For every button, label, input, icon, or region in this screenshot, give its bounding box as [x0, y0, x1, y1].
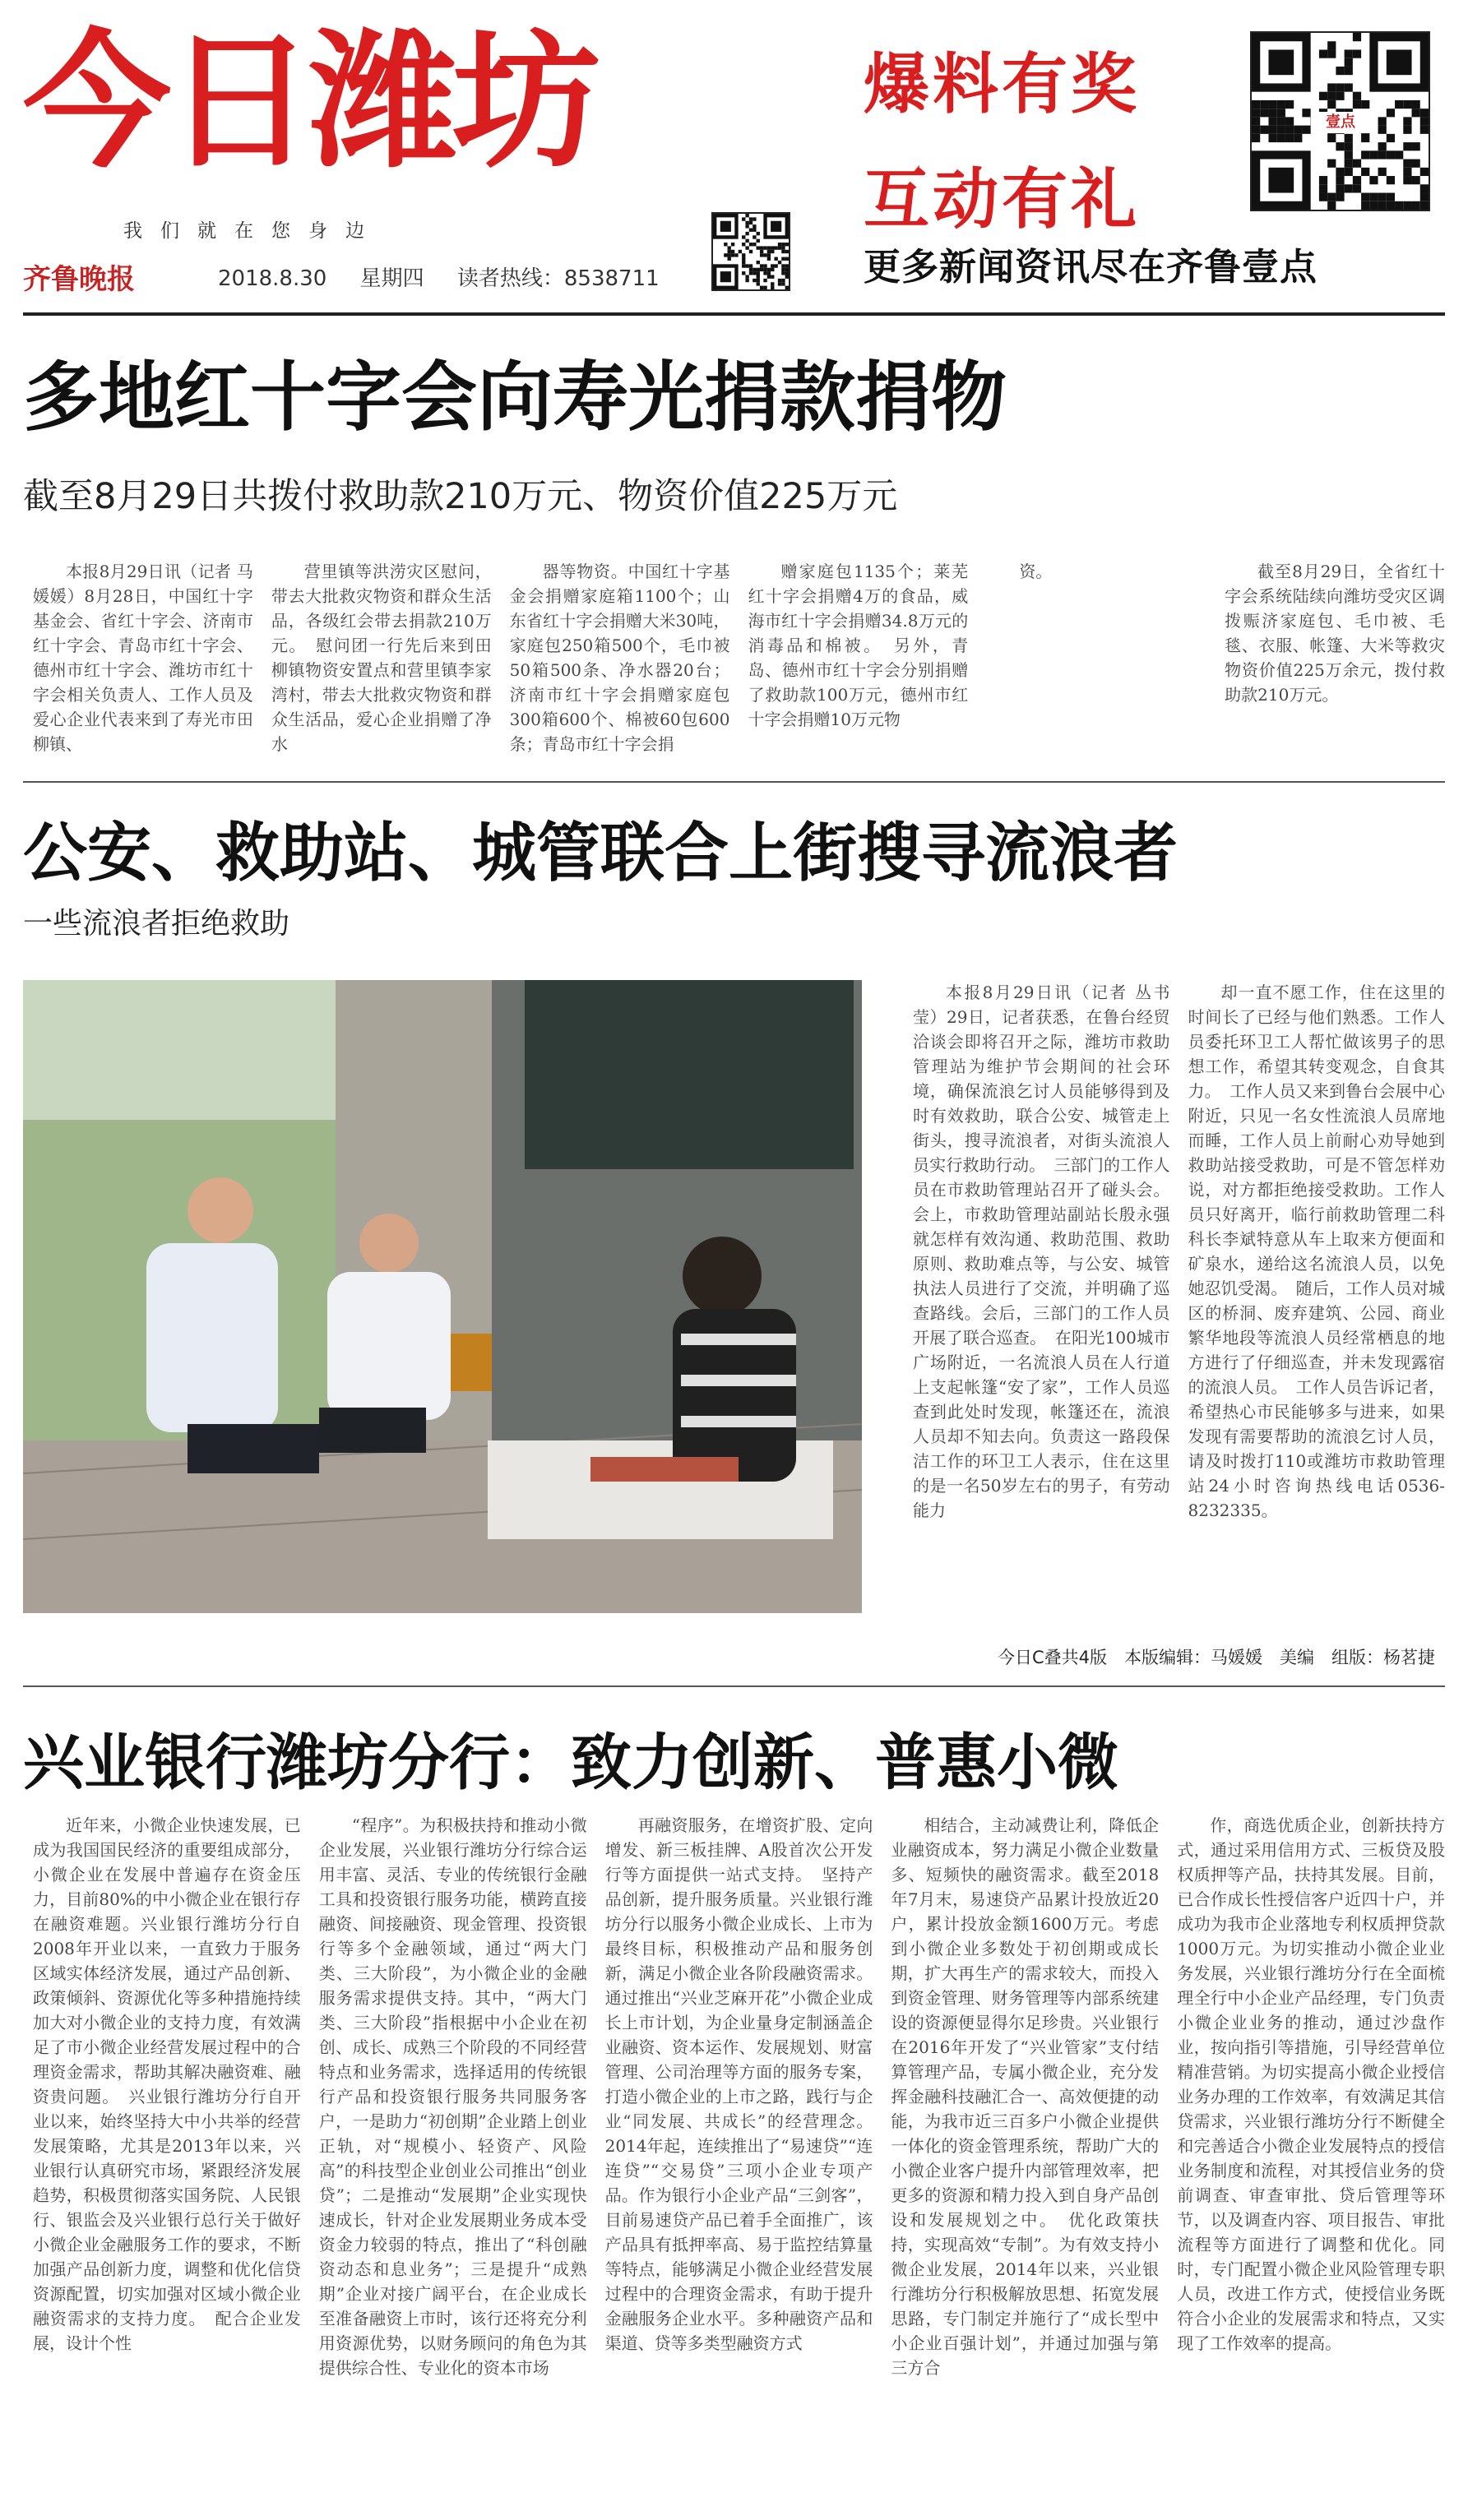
article3-headline: 兴业银行潍坊分行：致力创新、普惠小微 — [23, 1727, 1118, 1798]
issue-date: 2018.8.30 — [218, 266, 327, 291]
issue-weekday: 星期四 — [359, 266, 424, 291]
article1-headline: 多地红十字会向寿光捐款捐物 — [23, 354, 1007, 442]
masthead-slogan: 我们就在您身边 — [123, 220, 382, 242]
article2-subheadline: 一些流浪者拒绝救助 — [23, 907, 290, 941]
article1-text-4: 赠家庭包1135个；莱芜红十字会捐赠4万的食品，威海市红十字会捐赠34.8万元的消毒品和棉被。 另外，青岛、德州市红十字会分别捐赠了救助款100万元，德州市红十字会捐赠10万元物 — [748, 562, 969, 729]
article2-text-2: 却一直不愿工作，住在这里的时间长了已经与他们熟悉。工作人员委托环卫工人帮忙做该男子的思想工作，希望其转变观念，自食其力。 工作人员又来到鲁台会展中心附近，只见一名女性流浪人员席地而睡，工作人员上前耐心劝导她到救助站接受救助，可是不管怎样劝说，对方都拒绝接受救助。工作人员只好离开，临行前救助管理二科科长李斌特意从车上取来方便面和矿泉水，递给这名流浪人员，以免她忍饥受渴。 随后，工作人员对城区的桥洞、废弃建筑、公园、商业繁华地段等流浪人员经常栖息的地方进行了仔细巡查，并未发现露宿的流浪人员。 工作人员告诉记者，希望热心市民能够多与进来，如果发现有需要帮助的流浪乞讨人员，请及时拨打110或潍坊市救助管理站24小时咨询热线电话0536-8232335。 — [1188, 983, 1445, 1520]
paper-name: 齐鲁晚报 — [23, 263, 135, 296]
article3-text-3: 再融资服务，在增资扩股、定向增发、新三板挂牌、A股首次公开发行等方面提供一站式支持。 坚持产品创新，提升服务质量。兴业银行潍坊分行以服务小微企业成长、上市为最终目标，积极推动产品和服务创新，满足小微企业各阶段融资需求。通过推出“兴业芝麻开花”小微企业成长上市计划，为企业量身定制涵盖企业融资、资本运作、发展规划、财富管理、公司治理等方面的服务专案，打造小微企业的上市之路，践行与企业“同发展、共成长”的经营理念。2014年起，连续推出了“易速贷”“连连贷”“交易贷”三项小企业专项产品。作为银行小企业产品“三剑客”，目前易速贷产品已着手全面推广，该产品具有抵押率高、易于监控结算量等特点，能够满足小微企业经营发展过程中的合理资金需求，有助于提升金融服务企业水平。多种融资产品和渠道、贷等多类型融资方式 — [604, 1815, 873, 2353]
large-qr-code-icon[interactable] — [1250, 31, 1430, 211]
article1-col-5 — [986, 559, 1206, 756]
small-qr-code-icon[interactable] — [711, 212, 790, 291]
article2-text-1: 本报8月29日讯（记者 丛书莹）29日，记者获悉，在鲁台经贸洽谈会即将召开之际，潍坊市救助管理站为维护节会期间的社会环境，确保流浪乞讨人员能够得到及时有效救助，联合公安、城管走上街头，搜寻流浪者，对街头流浪人员实行救助行动。 三部门的工作人员在市救助管理站召开了碰头会。会上，市救助管理站副站长殷永强就怎样有效沟通、救助范围、救助原则、救助难点等，与公安、城管执法人员进行了交流，并明确了巡查路线。会后，三部门的工作人员开展了联合巡查。 在阳光100城市广场附近，一名流浪人员在人行道上支起帐篷“安了家”，工作人员巡查到此处时发现，帐篷还在，流浪人员却不知去向。负责这一路段保洁工作的环卫工人表示，住在这里的是一名50岁左右的男子，有劳动能力 — [913, 983, 1170, 1520]
article3-col-1 — [33, 1813, 301, 2508]
promo-line-1: 爆料有奖 — [864, 46, 1140, 123]
article1-text-6: 截至8月29日，全省红十字会系统陆续向潍坊受灾区调拨赈济家庭包、毛巾被、毛毯、衣服、帐篷、大米等救灾物资价值225万余元，拨付救助款210万元。 — [1225, 562, 1445, 705]
promo-line-2: 互动有礼 — [864, 161, 1140, 238]
article1-col-4 — [748, 559, 968, 756]
article1-col-2 — [271, 559, 492, 756]
reader-hotline: 读者热线：8538711 — [456, 266, 660, 291]
article1-subheadline: 截至8月29日共拨付救助款210万元、物资价值225万元 — [23, 476, 898, 517]
article1-col-3 — [510, 559, 730, 756]
article1-text-3: 器等物资。中国红十字基金会捐赠家庭箱1100个；山东省红十字会捐赠大米30吨，家庭包250箱500个，毛巾被50箱500条、净水器20台；济南市红十字会捐赠家庭包300箱600个、棉被60包600条；青岛市红十字会捐 — [509, 562, 730, 754]
street-rescue-photo — [23, 980, 862, 1613]
masthead-divider — [23, 312, 1445, 316]
article3-body — [33, 1813, 1445, 2508]
promo-line-3: 更多新闻资讯尽在齐鲁壹点 — [864, 245, 1318, 289]
article1-col-6 — [1225, 559, 1445, 756]
article3-text-5: 作，商选优质企业，创新扶持方式，通过采用信用方式、三板贷及股权质押等产品，扶持其发展。目前，已合作成长性授信客户近四十户，并成功为我市企业落地专利权质押贷款1000万元。为切实推动小微企业业务发展，兴业银行潍坊分行在全面梳理全行中小企业产品经理，专门负责小微企业业务的推动，通过沙盘作业，按向指引等措施，引导经营单位精准营销。为切实提高小微企业授信业务办理的工作效率，有效满足其信贷需求，兴业银行潍坊分行不断健全和完善适合小微企业发展特点的授信业务制度和流程，对其授信业务的贷前调查、审查审批、贷后管理等环节，以及调查内容、项目报告、审批流程等方面进行了调整和优化。同时，专门配置小微企业风险管理专职人员，改进工作方式，使授信业务既符合小企业的发展需求和特点，又实现了工作效率的提高。 — [1177, 1815, 1445, 2353]
article2-body — [913, 980, 1445, 1621]
article3-text-4: 相结合，主动减费让利，降低企业融资成本，努力满足小微企业数量多、短频快的融资需求。截至2018年7月末，易速贷产品累计投放近20户，累计投放金额1600万元。考虑到小微企业多数处于初创期或成长期，扩大再生产的需求较大，而投入到资金管理、财务管理等内部系统建设的资源便显得尔足珍贵。兴业银行在2016年开发了“兴业管家”支付结算管理产品，专属小微企业，充分发挥金融科技融汇合一、高效便捷的动能，为我市近三百多户小微企业提供一体化的资金管理系统，帮助广大的小微企业客户提升内部管理效率，把更多的资源和精力投入到自身产品创设和发展规划之中。 优化政策扶持，实现高效“专制”。为有效支持小微企业发展，2014年以来，兴业银行潍坊分行积极解放思想、拓宽发展思路，专门制定并施行了“成长型中小企业百强计划”，并通过加强与第三方合 — [891, 1815, 1160, 2378]
article2-divider — [23, 1685, 1445, 1687]
article1-text-1: 本报8月29日讯（记者 马媛媛）8月28日，中国红十字基金会、省红十字会、济南市红十字会、青岛市红十字会、德州市红十字会、潍坊市红十字会相关负责人、工作人员及爱心企业代表来到了寿光市田柳镇、 — [33, 562, 253, 754]
article3-col-5 — [1177, 1813, 1445, 2508]
article3-col-2 — [319, 1813, 587, 2508]
qr-center-label: 壹点 — [1311, 112, 1370, 133]
page-credits: 今日C叠共4版 本版编辑：马媛媛 美编 组版：杨茗捷 — [997, 1648, 1435, 1667]
dateline — [218, 261, 681, 292]
article1-divider — [23, 781, 1445, 783]
article2-col-2 — [1188, 980, 1446, 1621]
article3-col-3 — [605, 1813, 873, 2508]
article1-col-1 — [33, 559, 253, 756]
masthead-title: 今日潍坊 — [23, 16, 596, 188]
article2-col-1 — [913, 980, 1170, 1621]
article2-headline: 公安、救助站、城管联合上街搜寻流浪者 — [23, 816, 1179, 890]
article1-text-5: 资。 — [1019, 562, 1053, 581]
article3-text-1: 近年来，小微企业快速发展，已成为我国国民经济的重要组成部分，小微企业在发展中普遍存在资金压力，目前80%的中小微企业在银行存在融资难题。兴业银行潍坊分行自2008年开业以来，一直致力于服务区域实体经济发展，通过产品创新、政策倾斜、资源优化等多种措施持续加大对小微企业的支持力度，有效满足了市小微企业经营发展过程中的合理资金需求，帮助其解决融资难、融资贵问题。 兴业银行潍坊分行自开业以来，始终坚持大中小共举的经营发展策略，尤其是2013年以来，兴业银行认真研究市场，紧跟经济发展趋势，积极贯彻落实国务院、人民银行、银监会及兴业银行总行关于做好小微企业金融服务工作的要求，不断加强产品创新力度，调整和优化信贷资源配置，切实加强对区域小微企业融资需求的支持力度。 配合企业发展，设计个性 — [33, 1815, 301, 2353]
article1-text-2: 营里镇等洪涝灾区慰问，带去大批救灾物资和群众生活品，各级红会带去捐款210万元。 慰问团一行先后来到田柳镇物资安置点和营里镇李家湾村，带去大批救灾物资和群众生活品，爱心企业捐赠了净水 — [271, 562, 492, 754]
photo-illustration — [23, 980, 862, 1613]
article3-col-4 — [891, 1813, 1159, 2508]
article3-text-2: “程序”。为积极扶持和推动小微企业发展，兴业银行潍坊分行综合运用丰富、灵活、专业的传统银行金融工具和投资银行服务功能，横跨直接融资、间接融资、现金管理、投资银行等多个金融领域，通过“两大门类、三大阶段”，为小微企业的金融服务需求提供支持。其中，“两大门类、三大阶段”指根据中小企业在初创、成长、成熟三个阶段的不同经营特点和业务需求，选择适用的传统银行产品和投资银行服务共同服务客户，一是助力“初创期”企业踏上创业正轨，对“规模小、轻资产、风险高”的科技型企业创业公司推出“创业贷”；二是推动“发展期”企业实现快速成长，针对企业发展期业务成本受资金力较弱的特点，推出了“科创融资动态和息业务”；三是提升“成熟期”企业对接广阔平台，在企业成长至准备融资上市时，该行还将充分利用资源优势，以财务顾问的角色为其提供综合性、专业化的资本市场 — [318, 1815, 587, 2378]
article1-body — [33, 559, 1445, 756]
